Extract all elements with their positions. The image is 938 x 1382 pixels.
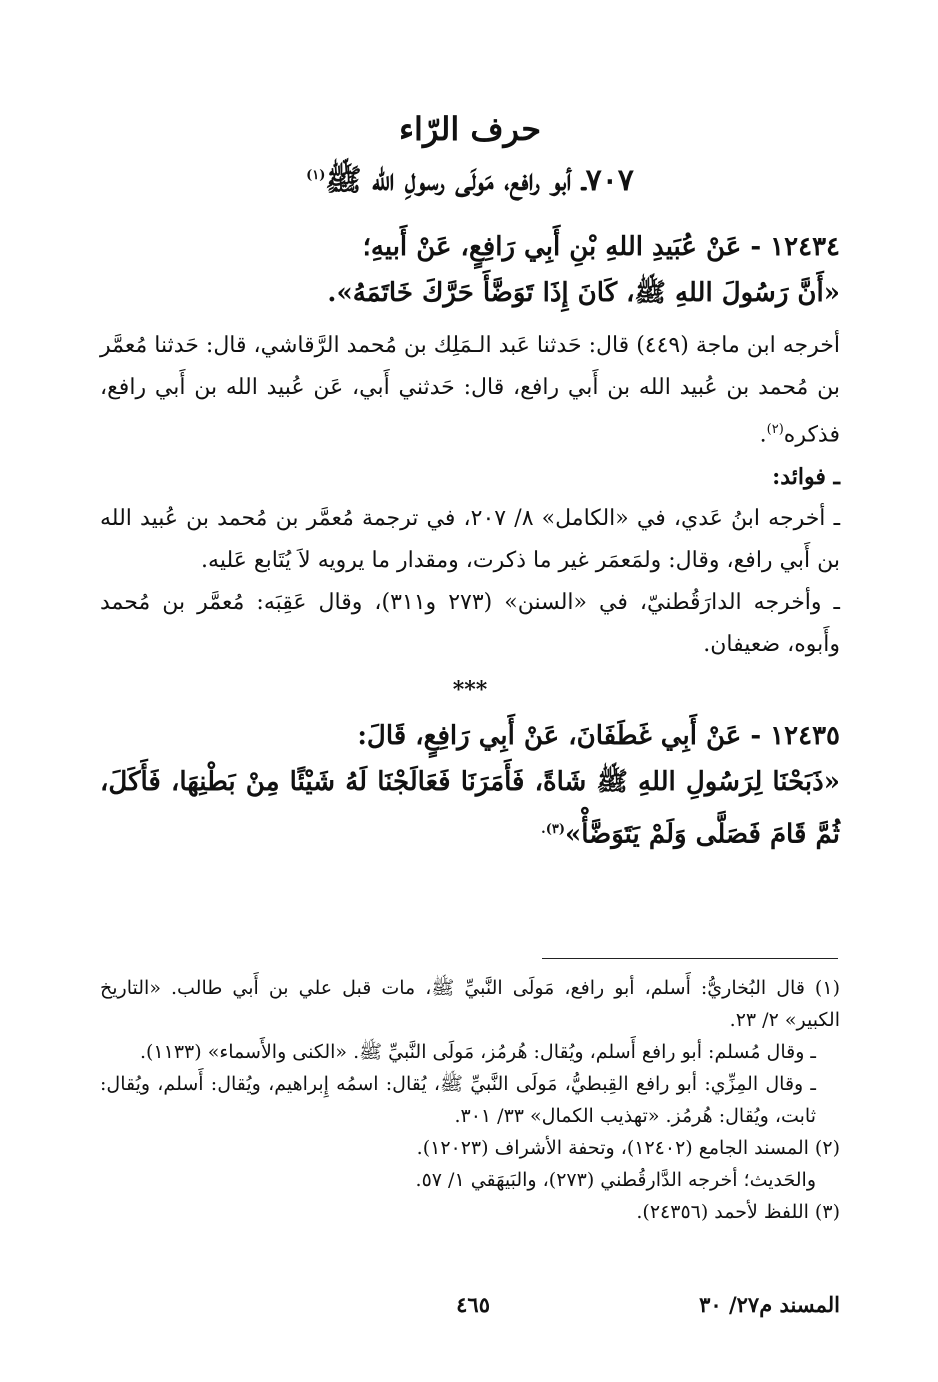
fawaid-item-2: ـ وأخرجه الدارَقُطنيّ، في «السنن» (٢٧٣ و٣١١)، وقال عَقِبَه: مُعمَّر بن مُحمد وأَبوه، ضعيفان. [100, 590, 840, 658]
section-title [100, 162, 840, 205]
hadith-12434-text: «أَنَّ رَسُولَ اللهِ ﷺ، كَانَ إِذَا تَوَضَّأَ حَرَّكَ خَاتَمَهُ». [327, 278, 840, 308]
footnote-divider [542, 958, 838, 959]
hadith-12434-takhrij: أخرجه ابن ماجة (٤٤٩) قال: حَدثنا عَبد الـمَلِك بن مُحمد الرَّقاشي، قال: حَدثنا مُعمَّر بن مُحمد بن عُبيد الله بن أَبي رافع، قال: حَدثني أَبي، عَن عُبيد الله بن أَبي رافع، فذكره$^{(٢)}$. [100, 333, 841, 448]
hadith-12434 [100, 225, 840, 666]
footnote-ref-3: (٣). [541, 822, 565, 838]
page-number: ٤٦٥ [456, 1292, 490, 1317]
hadith-12435-heading: ١٢٤٣٥ - عَنْ أَبِي غَطَفَانَ، عَنْ أَبِي رَافِعٍ، قَالَ: [357, 721, 840, 752]
takhrij-text: أخرجه ابن ماجة (٤٤٩) قال: حَدثنا عَبد الـمَلِك بن مُحمد الرَّقاشي، قال: حَدثنا مُعمَّر بن مُحمد بن عُبيد الله بن أَبي رافع، قال: حَدثني أَبي، عَن عُبيد الله بن أَبي رافع، فذكره [100, 333, 841, 448]
hadith-12434-heading: ١٢٤٣٤ - عَنْ عُبَيدِ اللهِ بْنِ أَبِي رَافِعٍ، عَنْ أَبيهِ؛ [362, 232, 840, 262]
signature-mark: المسند م٢٧/ ٣٠ [699, 1292, 840, 1317]
fawaid-heading: ـ فوائد: [772, 464, 840, 491]
footnote-1-mizzi: ـ وقال المِزِّي: أبو رافع القِبطيُّ، مَولَى النَّبيِّ ﷺ، يُقال: اسمُه إِبراهيم، ويُقال: أَسلم، ويُقال: ثابت، ويُقال: هُرمُز. «تهذيب الكمال» ٣٣/ ٣٠١. [100, 1073, 816, 1127]
hadith-12435 [100, 714, 840, 859]
footnote-1-muslim: ـ وقال مُسلم: أبو رافع أَسلم، ويُقال: هُرمُز، مَولَى النَّبيِّ ﷺ. «الكنى والأَسماء» (١١٣٣). [139, 1041, 816, 1063]
footnote-1: (١) قال البُخاريُّ: أَسلم، أبو رافع، مَولَى النَّبيِّ ﷺ، مات قبل علي بن أَبي طالب. «التاريخ الكبير» ٢/ ٢٣. [100, 977, 840, 1031]
page-body [100, 110, 840, 867]
footnotes [100, 972, 840, 1228]
footnote-ref-1: (١) [306, 168, 326, 183]
footnote-3: (٣) اللفظ لأحمد (٢٤٣٥٦). [636, 1201, 840, 1223]
hadith-12435-body: «ذَبَحْنَا لِرَسُولِ اللهِ ﷺ شَاةً، فَأَمَرَنَا فَعَالَجْنَا لَهُ شَيْئًا مِنْ بَطْنِهَا، فَأَكَلَ، ثُمَّ قَامَ فَصَلَّى وَلَمْ يَتَوَضَّأْ» [100, 767, 840, 850]
footnote-ref-2: (٢) [766, 422, 784, 437]
footnote-2-extra: والحَديث؛ أخرجه الدَّارقُطني (٢٧٣)، والبَيهَقي ١/ ٥٧. [415, 1169, 816, 1191]
hadith-12435-text [100, 758, 840, 859]
separator-stars: *** [452, 677, 488, 704]
footnote-2: (٢) المسند الجامع (١٢٤٠٢)، وتحفة الأشراف (١٢٠٢٣). [416, 1137, 840, 1159]
section-title-text: ٧٠٧ـ أبو رافع، مَولَى رسولِ الله ﷺ [325, 163, 634, 198]
fawaid-item-1: ـ أخرجه ابنُ عَدي، في «الكامل» ٨/ ٢٠٧، في ترجمة مُعمَّر بن مُحمد بن عُبيد الله بن أَبي رافع، وقال: ولمَعمَر غير ما ذكرت، ومقدار ما يرويه لاَ يُتَابع عَليه. [100, 506, 841, 574]
chapter-title: حرف الرّاء [399, 110, 541, 148]
